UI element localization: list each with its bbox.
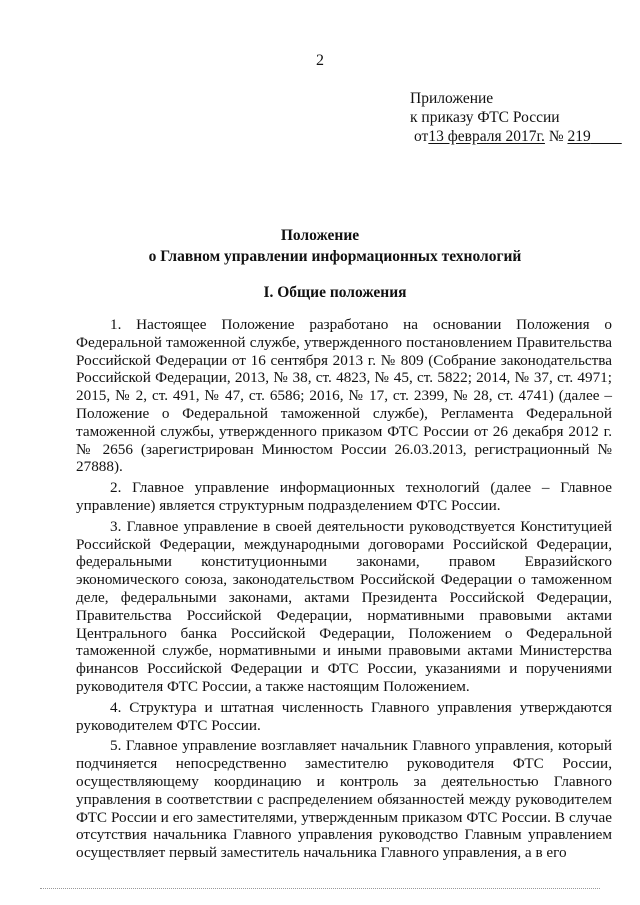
- paragraph-2: 2. Главное управление информационных технологий (далее – Главное управление) является структурным подразделением ФТС России.: [76, 479, 612, 514]
- document-title-line-1: Положение: [280, 227, 360, 244]
- appendix-number-label: №: [548, 128, 564, 145]
- paragraph-1: 1. Настоящее Положение разработано на основании Положения о Федеральной таможенной службе, утвержденного постановлением Правительства Российской Федерации от 16 сентября 2013 г. № 809 (Собрание законодательства Российской Федерации, 2013, № 38, ст. 4823, № 45, ст. 5822; 2014, № 37, ст. 4971; 2015, № 2, ст. 491, № 47, ст. 6586; 2016, № 17, ст. 2399, № 28, ст. 4741) (далее – Положение о Федеральной таможенной службе), Регламента Федеральной таможенной службы, утвержденного приказом ФТС России от 26 декабря 2012 г. № 2656 (зарегистрирован Минюстом России 26.03.2013, регистрационный № 27888).: [76, 316, 612, 476]
- appendix-date-prefix: от: [414, 128, 429, 145]
- appendix-number: 219: [567, 128, 591, 145]
- appendix-block: [410, 89, 622, 146]
- appendix-date-line: [410, 127, 622, 146]
- page-number: 2: [316, 52, 324, 69]
- appendix-label: Приложение: [410, 90, 494, 107]
- document-body: [76, 316, 612, 865]
- paragraph-4: 4. Структура и штатная численность Главного управления утверждаются руководителем ФТС России.: [76, 698, 612, 734]
- paragraph-5: 5. Главное управление возглавляет начальник Главного управления, который подчиняется непосредственно заместителю руководителя ФТС России, осуществляющему координацию и контроль за деятельностью Главного управления в соответствии с распределением обязанностей между руководителем ФТС России и его заместителями, утвержденным приказом ФТС России. В случае отсутствия начальника Главного управления руководство Главным управлением осуществляет первый заместитель начальника Главного управления, а в его: [76, 737, 612, 862]
- appendix-date: 13 февраля 2017г.: [428, 128, 545, 145]
- page-bottom-edge: [40, 888, 600, 889]
- appendix-order-reference: к приказу ФТС России: [410, 109, 560, 126]
- document-title: [0, 225, 640, 267]
- document-title-line-2: о Главном управлении информационных технологий: [148, 248, 522, 265]
- section-heading: I. Общие положения: [263, 284, 407, 301]
- paragraph-3: 3. Главное управление в своей деятельности руководствуется Конституцией Российской Федерации, международными договорами Российской Федерации, федеральными конституционными законами, правом Евразийского экономического союза, законодательством Российской Федерации о таможенном деле, федеральными законами, актами Президента Российской Федерации, Правительства Российской Федерации, нормативными правовыми актами Центрального банка Российской Федерации, Положением о Федеральной таможенной службе, нормативными и иными правовыми актами Министерства финансов Российской Федерации и ФТС России, указаниями и поручениями руководителя ФТС России, а также настоящим Положением.: [76, 517, 612, 695]
